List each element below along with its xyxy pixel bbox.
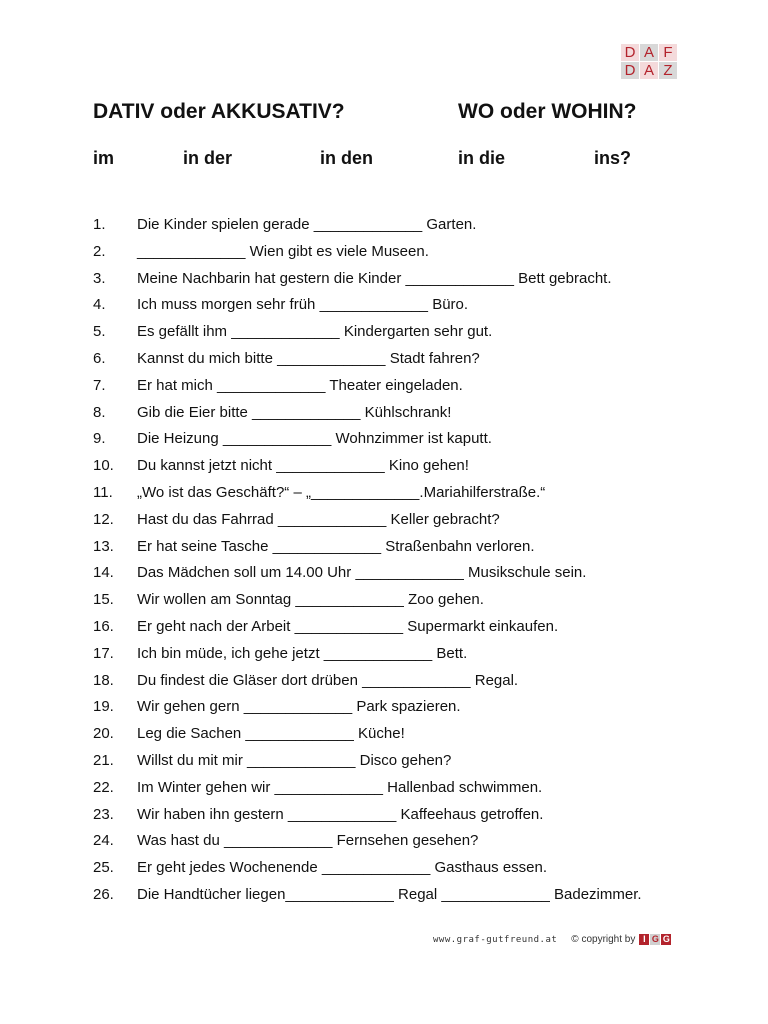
footer-url: www.graf-gutfreund.at (433, 934, 558, 945)
exercise-number: 25. (93, 859, 114, 877)
exercise-sentence: Er geht nach der Arbeit _____________ Supermarkt einkaufen. (137, 618, 559, 635)
exercise-number: 16. (93, 618, 114, 635)
page-subtitle: WO oder WOHIN? (458, 100, 637, 123)
exercise-number: 4. (93, 296, 106, 314)
daf-daz-logo (621, 44, 677, 79)
exercise-sentence: Im Winter gehen wir _____________ Hallenbad schwimmen. (137, 778, 543, 796)
exercise-number: 8. (93, 403, 106, 421)
exercise-sentence: Meine Nachbarin hat gestern die Kinder _____________ Bett gebracht. (137, 269, 612, 287)
exercise-sentence: Das Mädchen soll um 14.00 Uhr _____________ Musikschule sein. (137, 564, 587, 582)
exercise-sentence: Gib die Eier bitte _____________ Kühlschrank! (137, 403, 452, 421)
exercise-number: 12. (93, 510, 114, 528)
exercise-number: 20. (93, 725, 114, 743)
exercise-number: 1. (93, 216, 106, 233)
exercise-number: 24. (93, 832, 114, 850)
exercise-number: 14. (93, 564, 114, 582)
logo-letter: D (621, 44, 639, 61)
option-in-der: in der (183, 148, 233, 168)
exercise-number: 13. (93, 537, 114, 555)
exercise-number: 10. (93, 457, 114, 475)
exercise-sentence: „Wo ist das Geschäft?“ – „_____________.Mariahilferstraße.“ (137, 484, 546, 501)
igg-letter: I (639, 934, 649, 945)
exercise-sentence: Er hat mich _____________ Theater eingeladen. (137, 376, 463, 394)
footer (433, 934, 671, 945)
option-in-die: in die (458, 148, 506, 168)
exercise-sentence: Ich bin müde, ich gehe jetzt _____________ Bett. (137, 644, 468, 662)
exercise-number: 5. (93, 323, 106, 341)
exercise-sentence: _____________ Wien gibt es viele Museen. (137, 242, 429, 260)
exercise-number: 18. (93, 671, 114, 689)
exercise-sentence: Leg die Sachen _____________ Küche! (137, 725, 405, 743)
exercise-number: 21. (93, 752, 114, 769)
exercise-sentence: Hast du das Fahrrad _____________ Keller gebracht? (137, 510, 500, 528)
page-title: DATIV oder AKKUSATIV? (93, 100, 345, 123)
exercise-sentence: Die Handtücher liegen_____________ Regal _____________ Badezimmer. (137, 886, 642, 903)
igg-letter: G (651, 934, 659, 944)
exercise-number: 22. (93, 778, 114, 796)
option-im: im (93, 148, 115, 168)
exercise-number: 3. (93, 269, 106, 287)
exercise-number: 19. (93, 698, 114, 716)
exercise-sentence: Du kannst jetzt nicht _____________ Kino gehen! (137, 457, 469, 475)
footer-copyright: © copyright by (571, 934, 636, 945)
exercise-sentence: Willst du mit mir _____________ Disco gehen? (137, 752, 452, 769)
exercise-number: 2. (93, 242, 106, 260)
exercise-sentence: Du findest die Gläser dort drüben _____________ Regal. (137, 671, 519, 689)
exercise-number: 23. (93, 805, 114, 823)
exercise-number: 7. (93, 376, 106, 394)
exercise-sentence: Was hast du _____________ Fernsehen gesehen? (137, 832, 479, 850)
option-ins: ins? (594, 148, 632, 168)
exercise-sentence: Er hat seine Tasche _____________ Straßenbahn verloren. (137, 537, 535, 555)
exercise-sentence: Ich muss morgen sehr früh _____________ Büro. (137, 296, 469, 314)
logo-letter: Z (659, 62, 677, 79)
logo-letter: A (640, 44, 658, 61)
exercise-sentence: Er geht jedes Wochenende _____________ Gasthaus essen. (137, 859, 548, 877)
logo-letter: F (659, 44, 677, 61)
logo-letter: A (640, 62, 658, 79)
exercise-sentence: Die Kinder spielen gerade _____________ Garten. (137, 216, 477, 233)
logo-letter: D (621, 62, 639, 79)
igg-letter: G (662, 934, 670, 944)
exercise-sentence: Kannst du mich bitte _____________ Stadt fahren? (137, 350, 480, 367)
exercise-sentence: Wir wollen am Sonntag _____________ Zoo gehen. (137, 591, 484, 609)
exercise-number: 9. (93, 430, 106, 448)
exercise-sentence: Die Heizung _____________ Wohnzimmer ist kaputt. (137, 430, 492, 448)
option-in-den: in den (320, 148, 373, 168)
exercise-number: 15. (93, 591, 114, 609)
answer-options (0, 148, 768, 172)
exercise-number: 6. (93, 350, 106, 367)
exercise-number: 11. (93, 484, 113, 501)
exercise-sentence: Wir haben ihn gestern _____________ Kaffeehaus getroffen. (137, 805, 544, 823)
exercise-sentence: Wir gehen gern _____________ Park spazieren. (137, 698, 461, 716)
igg-logo (638, 934, 671, 945)
exercise-number: 26. (93, 886, 114, 903)
exercise-sentence: Es gefällt ihm _____________ Kindergarten sehr gut. (137, 323, 493, 341)
exercise-number: 17. (93, 644, 114, 662)
